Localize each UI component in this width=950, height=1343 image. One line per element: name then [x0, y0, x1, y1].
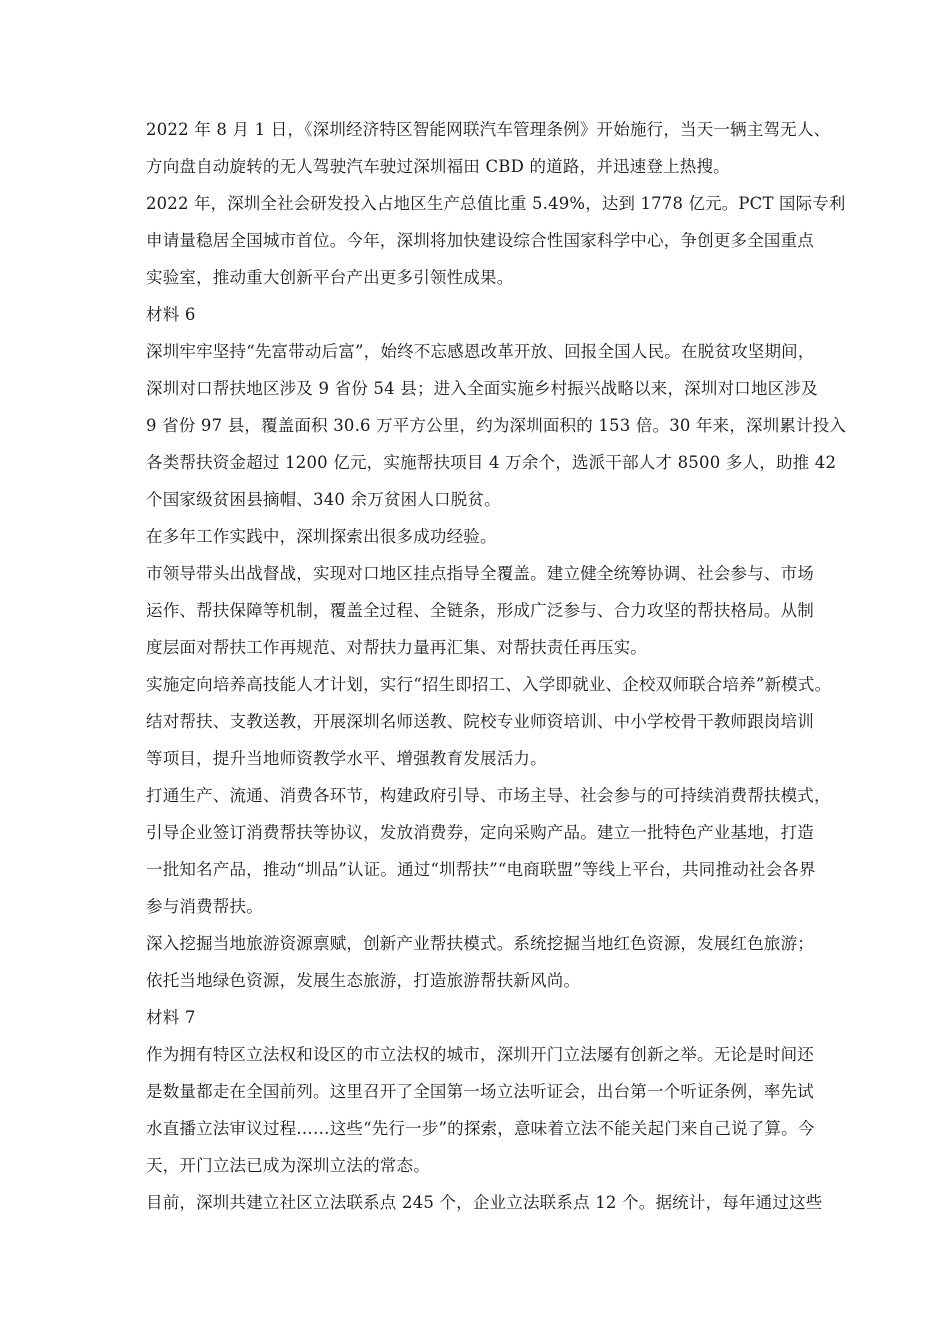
text-line: 实施定向培养高技能人才计划，实行“招生即招工、入学即就业、企校双师联合培养”新模式。 — [146, 675, 832, 694]
text-line: 各类帮扶资金超过 1200 亿元，实施帮扶项目 4 万余个，选派干部人才 8500 多人，助推 42 — [146, 453, 837, 472]
text-line: 方向盘自动旋转的无人驾驶汽车驶过深圳福田 CBD 的道路，并迅速登上热搜。 — [146, 157, 730, 176]
text-line: 是数量都走在全国前列。这里召开了全国第一场立法听证会，出台第一个听证条例，率先试 — [146, 1082, 814, 1101]
text-line: 作为拥有特区立法权和设区的市立法权的城市，深圳开门立法屡有创新之举。无论是时间还 — [146, 1045, 814, 1064]
text-line: 深圳牢牢坚持“先富带动后富”，始终不忘感恩改革开放、回报全国人民。在脱贫攻坚期间， — [146, 342, 815, 361]
text-line: 深入挖掘当地旅游资源禀赋，创新产业帮扶模式。系统挖掘当地红色资源，发展红色旅游； — [146, 934, 814, 953]
section-heading: 材料 6 — [146, 305, 196, 324]
text-line: 度层面对帮扶工作再规范、对帮扶力量再汇集、对帮扶责任再压实。 — [146, 638, 647, 657]
text-line: 9 省份 97 县，覆盖面积 30.6 万平方公里，约为深圳面积的 153 倍。30 年来，深圳累计投入 — [146, 416, 847, 435]
section-heading: 材料 7 — [146, 1008, 196, 1027]
text-line: 依托当地绿色资源，发展生态旅游，打造旅游帮扶新风尚。 — [146, 971, 581, 990]
text-line: 市领导带头出战督战，实现对口地区挂点指导全覆盖。建立健全统筹协调、社会参与、市场 — [146, 564, 814, 583]
text-line: 个国家级贫困县摘帽、340 余万贫困人口脱贫。 — [146, 490, 501, 509]
text-line: 等项目，提升当地师资教学水平、增强教育发展活力。 — [146, 749, 547, 768]
text-line: 实验室，推动重大创新平台产出更多引领性成果。 — [146, 268, 514, 287]
text-line: 引导企业签订消费帮扶等协议，发放消费券，定向采购产品。建立一批特色产业基地，打造 — [146, 823, 814, 842]
text-line: 水直播立法审议过程……这些“先行一步”的探索，意味着立法不能关起门来自己说了算。今 — [146, 1119, 815, 1138]
text-line: 参与消费帮扶。 — [146, 897, 263, 916]
text-line: 打通生产、流通、消费各环节，构建政府引导、市场主导、社会参与的可持续消费帮扶模式， — [146, 786, 831, 805]
text-line: 运作、帮扶保障等机制，覆盖全过程、全链条，形成广泛参与、合力攻坚的帮扶格局。从制 — [146, 601, 814, 620]
text-line: 2022 年 8 月 1 日，《深圳经济特区智能网联汽车管理条例》开始施行，当天一辆主驾无人、 — [146, 120, 831, 139]
text-line: 深圳对口帮扶地区涉及 9 省份 54 县；进入全面实施乡村振兴战略以来，深圳对口地区涉及 — [146, 379, 818, 398]
text-line: 在多年工作实践中，深圳探索出很多成功经验。 — [146, 527, 497, 546]
text-line: 天，开门立法已成为深圳立法的常态。 — [146, 1156, 430, 1175]
text-line: 2022 年，深圳全社会研发投入占地区生产总值比重 5.49%，达到 1778 亿元。PCT 国际专利 — [146, 194, 846, 213]
text-line: 结对帮扶、支教送教，开展深圳名师送教、院校专业师资培训、中小学校骨干教师跟岗培训 — [146, 712, 814, 731]
text-line: 一批知名产品，推动“圳品”认证。通过“圳帮扶”“电商联盟”等线上平台，共同推动社会各界 — [146, 860, 816, 879]
text-line: 申请量稳居全国城市首位。今年，深圳将加快建设综合性国家科学中心，争创更多全国重点 — [146, 231, 814, 250]
text-line: 目前，深圳共建立社区立法联系点 245 个，企业立法联系点 12 个。据统计，每年通过这些 — [146, 1193, 823, 1212]
